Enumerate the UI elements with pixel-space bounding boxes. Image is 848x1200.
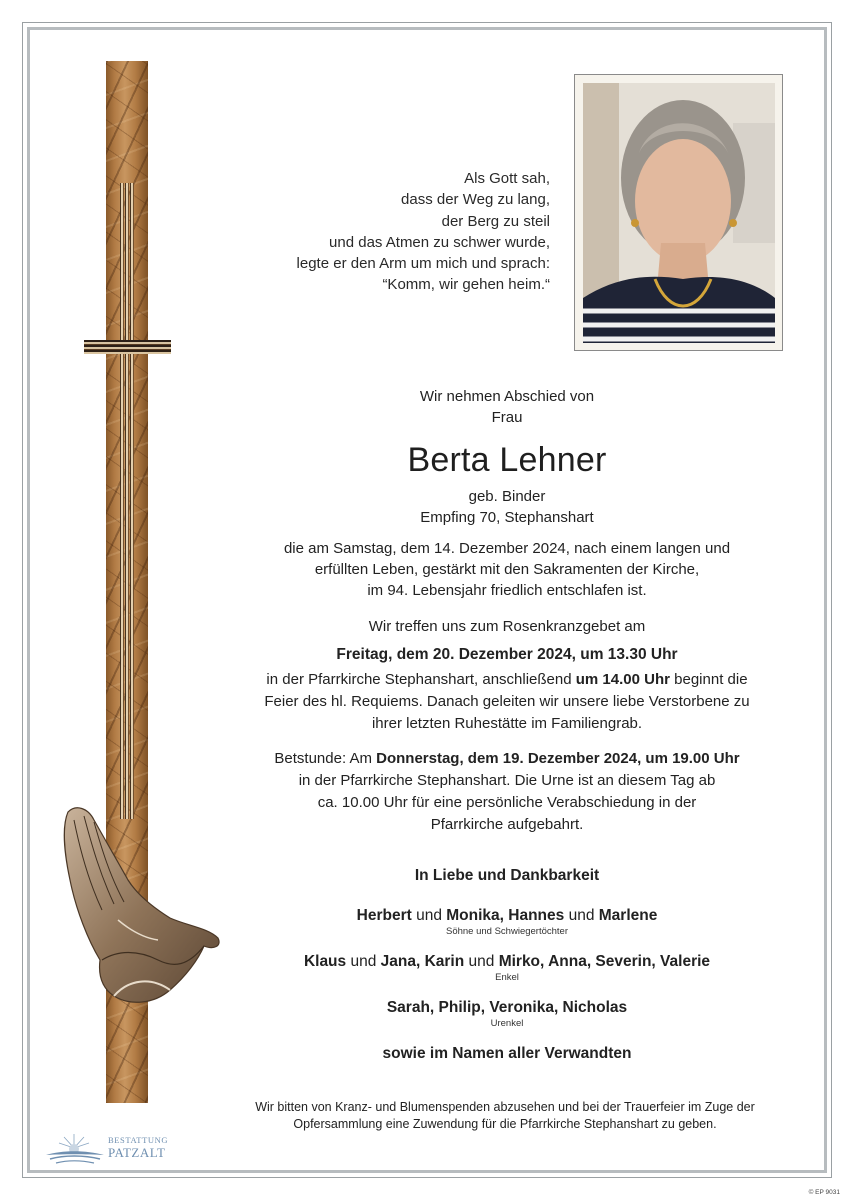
footer-line: Opfersammlung eine Zuwendung für die Pfarrkirche Stephanshart zu geben. (293, 1117, 717, 1131)
mourners-great-grandchildren: Sarah, Philip, Veronika, Nicholas Urenkel (228, 999, 786, 1031)
mourners-children: Herbert und Monika, Hannes und Marlene Söhne und Schwiegertöchter (228, 907, 786, 939)
death-notice (228, 538, 786, 601)
relation-label: Urenkel (490, 1018, 524, 1029)
relation-label: Söhne und Schwiegertöchter (446, 926, 568, 937)
notice-line: die am Samstag, dem 14. Dezember 2024, nach einem langen und (283, 540, 731, 557)
poem-line: dass der Weg zu lang, (401, 191, 550, 209)
cross-bar (84, 340, 171, 354)
farewell-intro (228, 386, 786, 428)
praying-hands-icon (58, 800, 224, 1010)
rosary-date: Freitag, dem 20. Dezember 2024, um 13.30 Uhr (336, 646, 678, 663)
poem-line: legte er den Arm um mich und sprach: (296, 255, 550, 273)
notice-line: im 94. Lebensjahr friedlich entschlafen ist. (367, 582, 647, 599)
poem-line: Als Gott sah, (464, 170, 550, 187)
prayer-line: in der Pfarrkirche Stephanshart. Die Urne ist an diesem Tag ab (298, 772, 716, 789)
relation-label: Enkel (495, 972, 519, 983)
intro-line: Wir nehmen Abschied von (419, 388, 595, 405)
closing-line: sowie im Namen aller Verwandten (382, 1045, 632, 1062)
mourners-grandchildren: Klaus und Jana, Karin und Mirko, Anna, Severin, Valerie Enkel (228, 953, 786, 985)
prayer-line: ca. 10.00 Uhr für eine persönliche Verabschiedung in der (317, 794, 697, 811)
rosary-intro: Wir treffen uns zum Rosenkranzgebet am (368, 618, 646, 635)
requiem-line: ihrer letzten Ruhestätte im Familiengrab. (371, 715, 643, 732)
portrait-photo (583, 83, 775, 343)
poem-line: und das Atmen zu schwer wurde, (329, 233, 550, 251)
prayer-hour-text (228, 748, 786, 836)
requiem-text (228, 669, 786, 735)
notice-line: erfüllten Leben, gestärkt mit den Sakramenten der Kirche, (314, 561, 700, 578)
donation-note (200, 1099, 810, 1133)
cross-inlay-lines (120, 183, 134, 819)
footer-line: Wir bitten von Kranz- und Blumenspenden abzusehen und bei der Trauerfeier im Zuge der (255, 1100, 755, 1114)
requiem-line: in der Pfarrkirche Stephanshart, anschließend um 14.00 Uhr beginnt die (266, 671, 748, 688)
prayer-line: Pfarrkirche aufgebahrt. (430, 816, 584, 833)
intro-line: Frau (491, 409, 523, 426)
poem (190, 168, 550, 296)
logo-small-text: BESTATTUNG (108, 1135, 169, 1145)
copyright: © EP 9031 (808, 1189, 840, 1196)
love-heading: In Liebe und Dankbarkeit (414, 867, 600, 884)
prayer-line: Betstunde: Am Donnerstag, dem 19. Dezember 2024, um 19.00 Uhr (274, 750, 740, 767)
requiem-line: Feier des hl. Requiems. Danach geleiten wir unsere liebe Verstorbene zu (264, 693, 750, 710)
poem-line: der Berg zu steil (441, 212, 550, 230)
poem-line: “Komm, wir gehen heim.“ (382, 276, 550, 294)
address: Empfing 70, Stephanshart (420, 509, 594, 526)
deceased-name: Berta Lehner (407, 441, 607, 479)
birth-and-address (228, 486, 786, 528)
birth-name: geb. Binder (468, 488, 546, 505)
logo-big-text: PATZALT (108, 1145, 166, 1160)
